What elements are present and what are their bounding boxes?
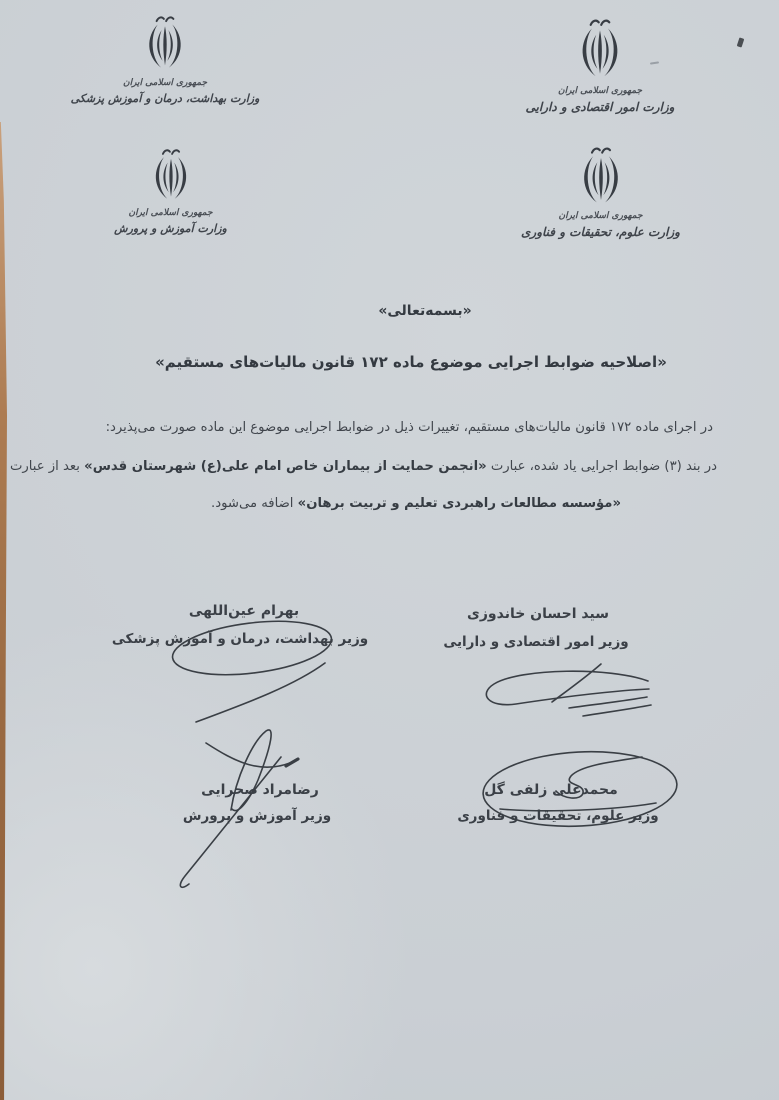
gov-title: جمهوری اسلامی ایران [558, 211, 643, 221]
signer-name-zolfigol: محمدعلی زلفی گل [484, 782, 618, 798]
letterhead-education [58, 146, 283, 235]
signer-role-khandouzi: وزیر امور اقتصادی و دارایی [443, 634, 629, 650]
ministry-name-education: وزارت آموزش و پرورش [114, 222, 227, 235]
iran-emblem-icon [571, 145, 631, 207]
iran-emblem-icon [144, 146, 198, 204]
body-line-3-tail: اضافه می‌شود. [211, 496, 294, 511]
body-line-2-text: در بند (۳) ضوابط اجرایی یاد شده، عبارت [490, 459, 717, 474]
desk-edge-strip [0, 122, 7, 1100]
bismillah-heading: «بسمه‌تعالی» [378, 303, 472, 319]
body-line-2 [10, 459, 717, 474]
signer-role-zolfigol: وزیر علوم، تحقیقات و فناوری [457, 808, 659, 824]
document-title: «اصلاحیه ضوابط اجرایی موضوع ماده ۱۷۲ قانون مالیات‌های مستقیم» [155, 353, 667, 371]
letterhead-economy [480, 16, 720, 114]
body-line-3 [211, 496, 621, 511]
signature-khandouzi [486, 664, 651, 716]
signer-role-einollahi: وزیر بهداشت، درمان و آموزش پزشکی [111, 631, 369, 647]
signer-role-sahraei: وزیر آموزش و پرورش [182, 808, 332, 824]
signer-name-khandouzi: سید احسان خاندوزی [467, 606, 609, 622]
letterhead-health [55, 12, 275, 105]
iran-emblem-icon [569, 16, 631, 82]
gov-title: جمهوری اسلامی ایران [557, 86, 643, 96]
signature-einollahi [170, 613, 335, 722]
gov-title: جمهوری اسلامی ایران [128, 208, 213, 218]
signer-name-einollahi: بهرام عین‌اللهی [188, 603, 300, 619]
iran-emblem-icon [137, 12, 193, 74]
ministry-name-science: وزارت علوم، تحقیقات و فناوری [521, 225, 680, 239]
quoted-phrase-institute: «مؤسسه مطالعات راهبردی تعلیم و تربیت برهان» [297, 496, 621, 511]
signer-name-sahraei: رضامراد صحرایی [201, 782, 319, 798]
quoted-phrase-association: «انجمن حمایت از بیماران خاص امام علی(ع) شهرستان قدس» [84, 459, 487, 474]
body-line-2-tail: بعد از عبارت [9, 459, 80, 474]
ministry-name-health: وزارت بهداشت، درمان و آموزش پزشکی [70, 92, 260, 105]
letterhead-science [478, 145, 723, 239]
body-line-1: در اجرای ماده ۱۷۲ قانون مالیات‌های مستقیم، تغییرات ذیل در ضوابط اجرایی موضوع این ماده صورت می‌پذیرد: [105, 420, 713, 435]
scan-speck [737, 37, 745, 47]
ministry-name-economy: وزارت امور اقتصادی و دارایی [525, 100, 675, 114]
gov-title: جمهوری اسلامی ایران [122, 78, 208, 88]
